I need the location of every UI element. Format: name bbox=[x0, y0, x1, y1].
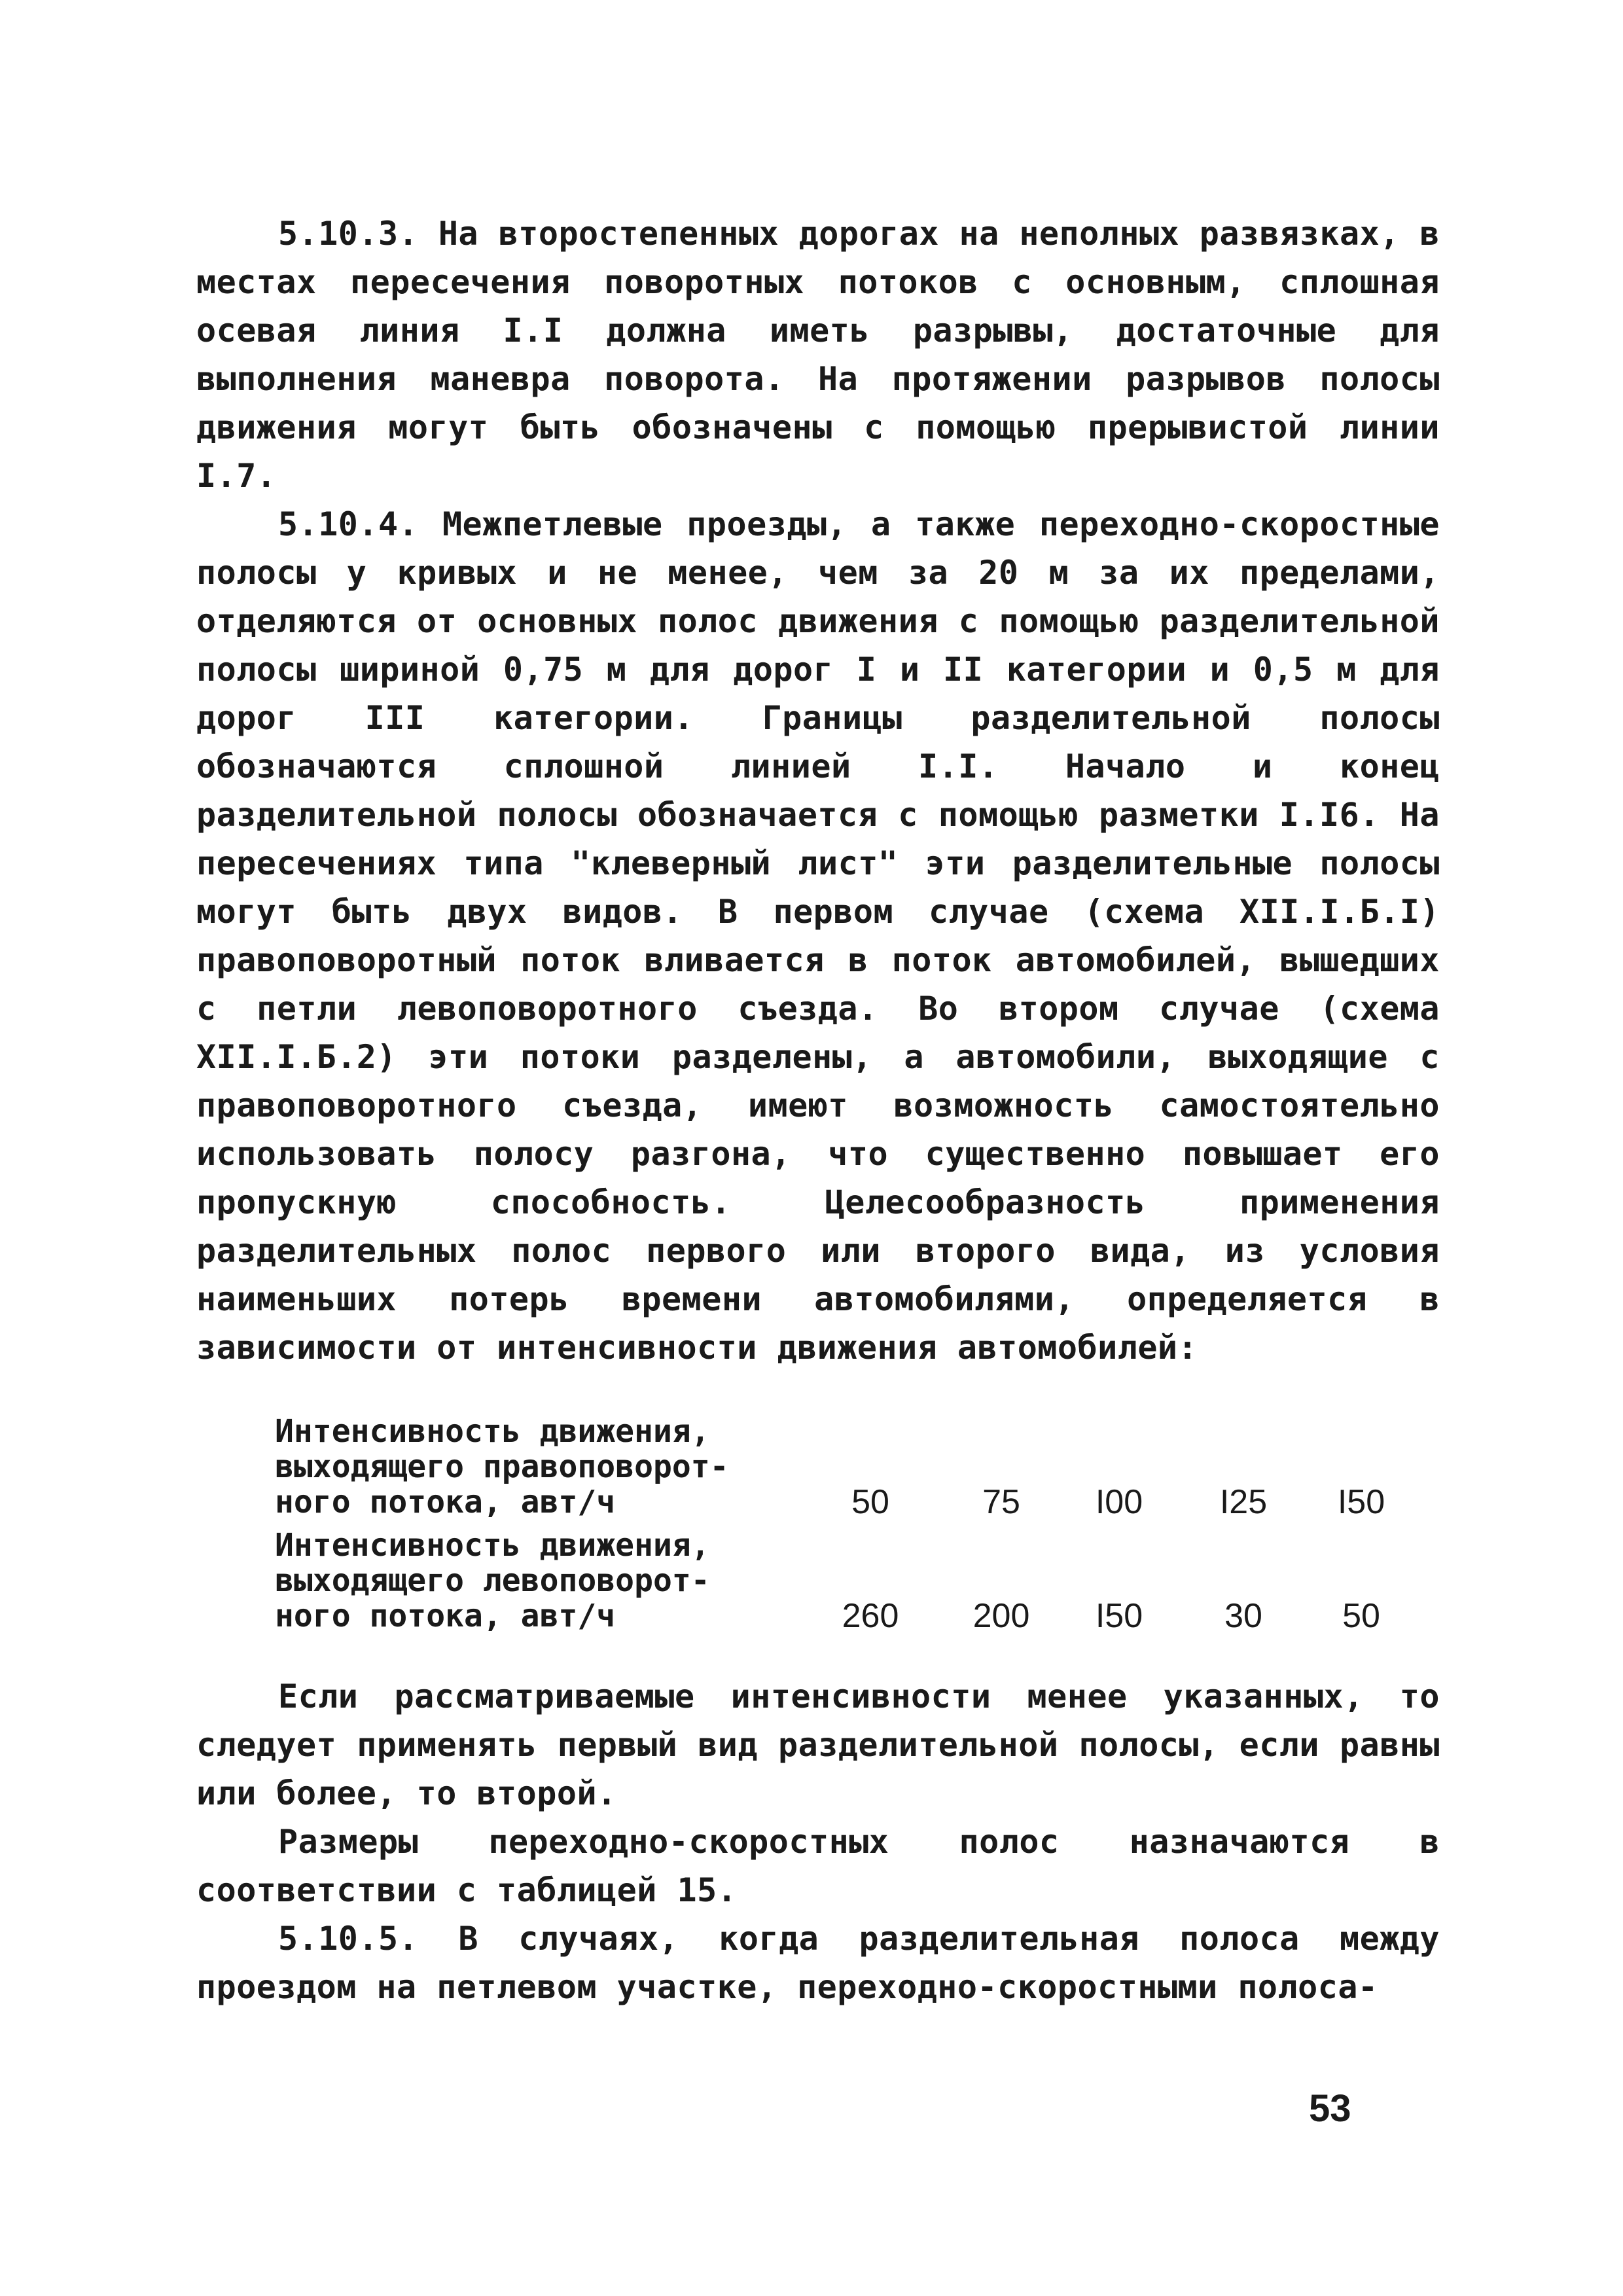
table-cell: I00 bbox=[1095, 1483, 1143, 1521]
paragraph-5-10-5: 5.10.5. В случаях, когда разделительная полоса между проездом на петлевом участке, переходно-скоростными полоса- bbox=[196, 1920, 1440, 2006]
table-row bbox=[275, 1528, 1414, 1639]
row-label-left-turn: Интенсивность движения, выходящего левоповорот- ного потока, авт/ч bbox=[275, 1527, 710, 1634]
paragraph-conclusion: Если рассматриваемые интенсивности менее указанных, то следует применять первый вид разделительной полосы, если равны или более, то второй. bbox=[196, 1677, 1440, 1812]
table-cell: 30 bbox=[1224, 1597, 1262, 1635]
paragraph-5-10-3: 5.10.3. На второстепенных дорогах на неполных развязках, в местах пересечения поворотных потоков с основным, сплошная осевая линия I.I должна иметь разрывы, достаточные для выполнения маневра поворота. На протяжении разрывов полосы движения могут быть обозначены с помощью прерывистой линии I.7. bbox=[196, 215, 1440, 495]
table-cell: 50 bbox=[851, 1483, 889, 1521]
table-cell: I50 bbox=[1337, 1483, 1385, 1521]
intensity-table bbox=[275, 1414, 1414, 1639]
paragraph-dimensions: Размеры переходно-скоростных полос назначаются в соответствии с таблицей 15. bbox=[196, 1823, 1440, 1909]
paragraph-5-10-4: 5.10.4. Межпетлевые проезды, а также переходно-скоростные полосы у кривых и не менее, чем за 20 м за их пределами, отделяются от основных полос движения с помощью разделительной полосы шириной 0,75 м для дорог I и II категории и 0,5 м для дорог III категории. Границы разделительной полосы обозначаются сплошной линией I.I. Начало и конец разделительной полосы обозначается с помощью разметки I.I6. На пересечениях типа "клеверный лист" эти разделительные полосы могут быть двух видов. В первом случае (схема XII.I.Б.I) правоповоротный поток вливается в поток автомобилей, вышедших с петли левоповоротного съезда. Во втором случае (схема XII.I.Б.2) эти потоки разделены, а автомобили, выходящие с правоповоротного съезда, имеют возможность самостоятельно использовать полосу разгона, что существенно повышает его пропускную способность. Целесообразность применения разделительных полос первого или второго вида, из условия наименьших потерь времени автомобилями, определяется в зависимости от интенсивности движения автомобилей: bbox=[196, 505, 1440, 1367]
table-cell: 75 bbox=[982, 1483, 1020, 1521]
table-cell: 50 bbox=[1342, 1597, 1380, 1635]
table-cell: I25 bbox=[1219, 1483, 1268, 1521]
body-text-top bbox=[196, 209, 1440, 1372]
body-text-bottom bbox=[196, 1672, 1440, 2011]
table-cell: I50 bbox=[1095, 1597, 1143, 1635]
table-row bbox=[275, 1414, 1414, 1525]
row-label-right-turn: Интенсивность движения, выходящего правоповорот- ного потока, авт/ч bbox=[275, 1413, 729, 1520]
table-cell: 260 bbox=[842, 1597, 899, 1635]
page-number: 53 bbox=[1309, 2087, 1351, 2130]
table-cell: 200 bbox=[972, 1597, 1030, 1635]
